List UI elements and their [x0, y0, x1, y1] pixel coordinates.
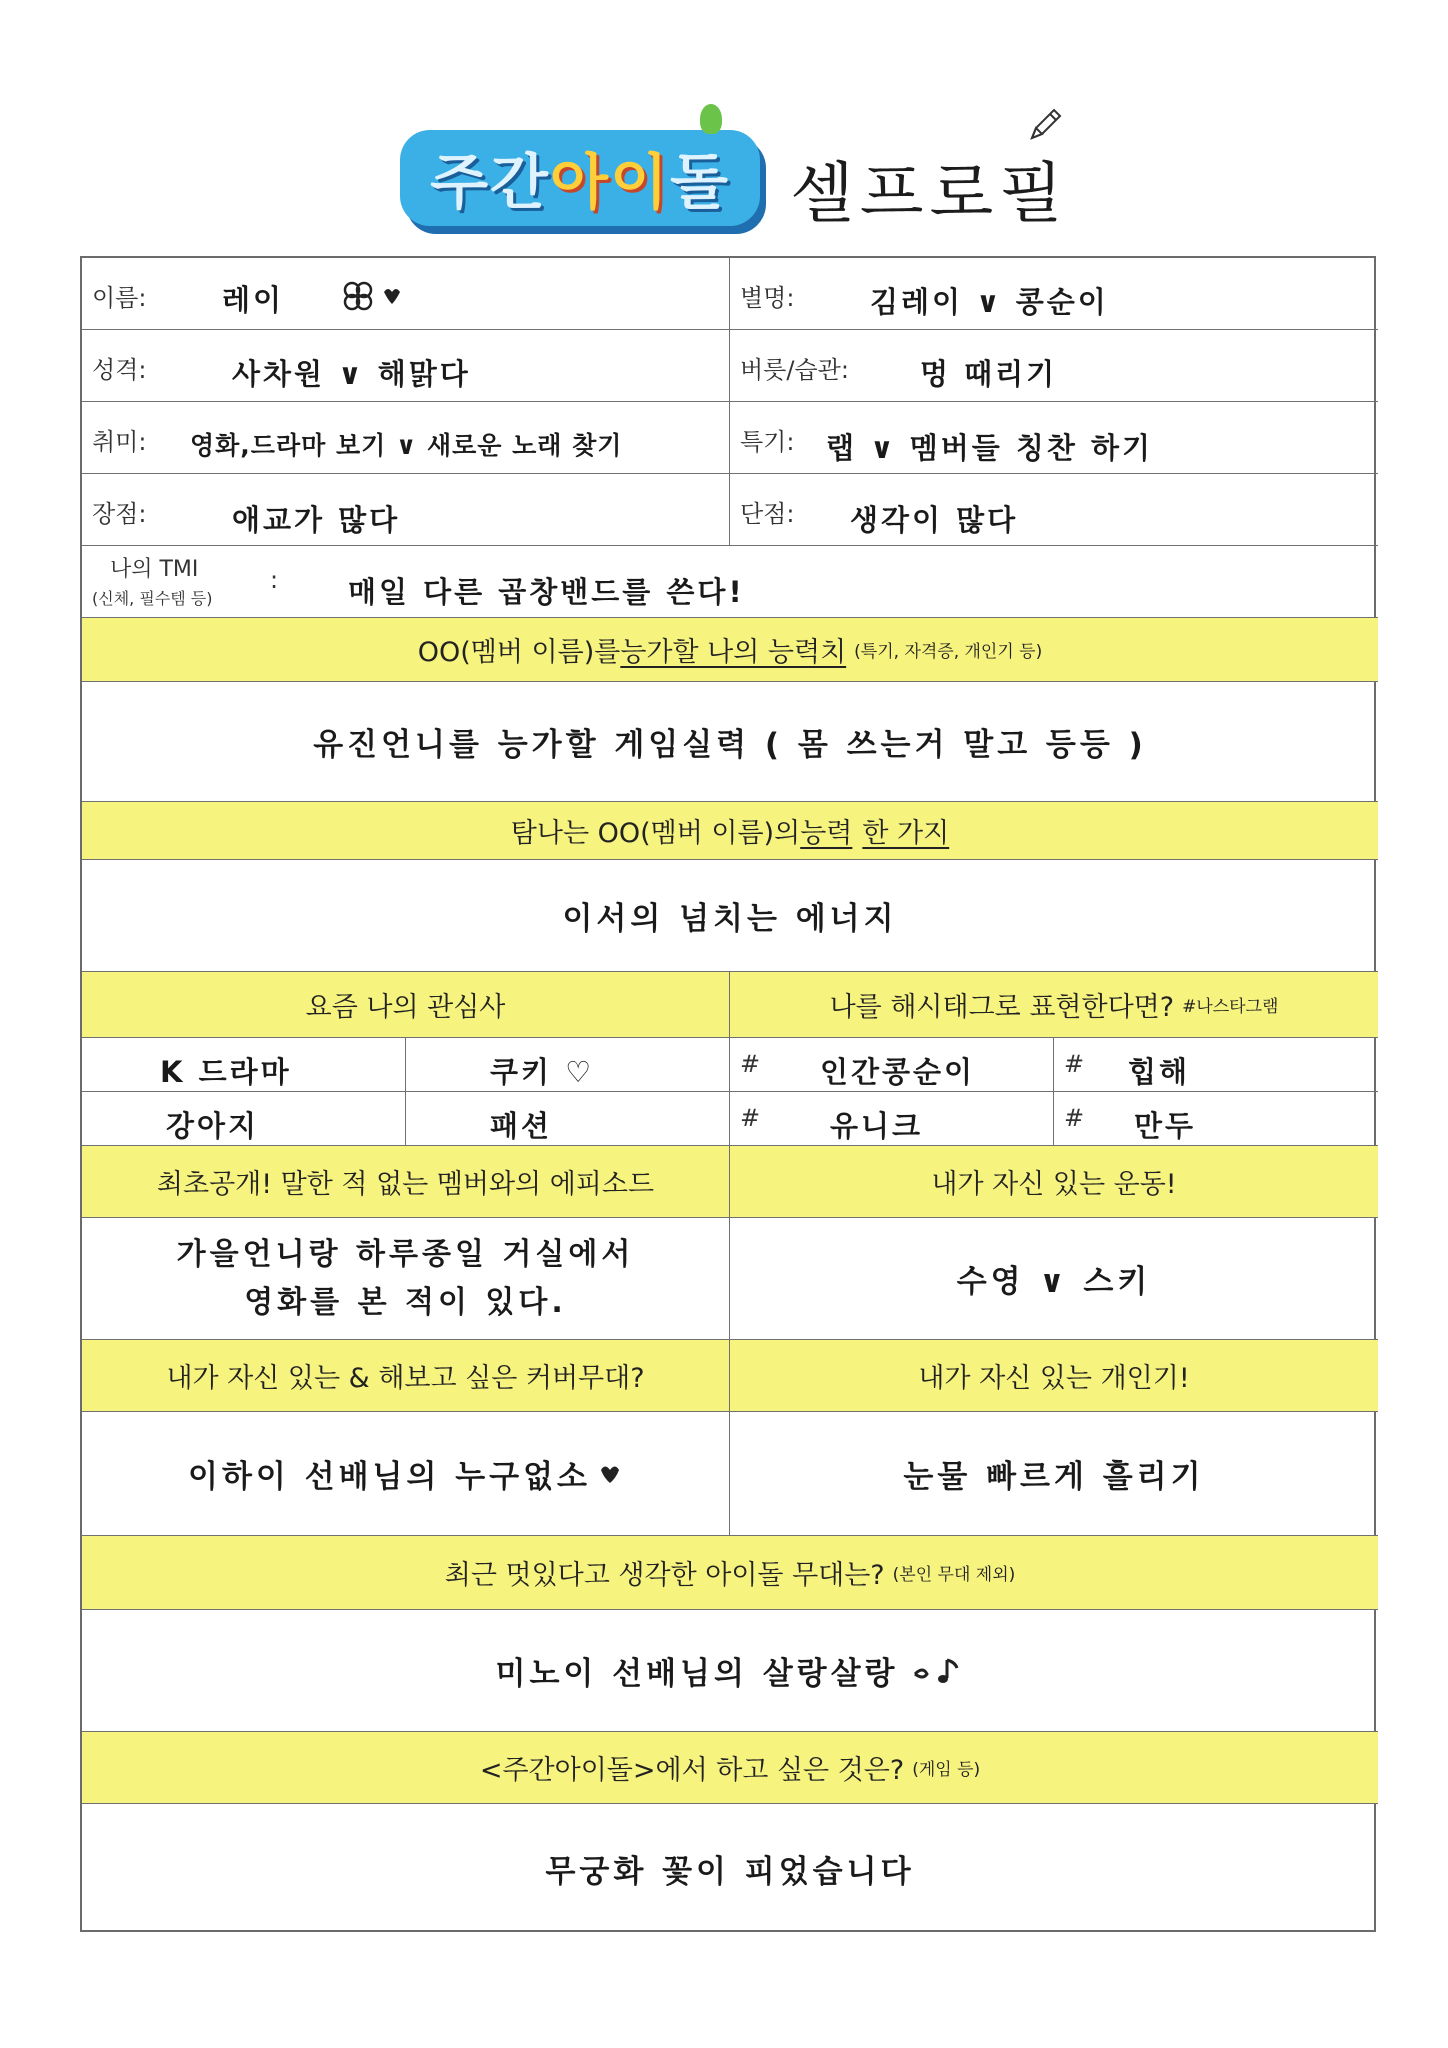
flower-heart-icon: [340, 280, 414, 312]
ability-question-underline: 능가할 나의 능력치: [620, 637, 847, 668]
stage-question-text: 최근 멋있다고 생각한 아이돌 무대는?: [444, 1560, 885, 1591]
cover-question: 내가 자신 있는 & 해보고 싶은 커버무대?: [166, 1363, 645, 1394]
cover-answer: [82, 1412, 729, 1535]
covet-question-bar: [82, 802, 1378, 860]
personality-value: 사차원 ∨ 해맑다: [232, 357, 471, 391]
interest-cell-2: [406, 1038, 730, 1092]
episode-answer-line1: 가을언니랑 하루종일 거실에서: [176, 1236, 635, 1272]
episode-question: 최초공개! 말한 적 없는 멤버와의 에피소드: [156, 1169, 655, 1200]
logo-part2: 아이: [550, 148, 670, 218]
interest-cell-4: [406, 1092, 730, 1146]
weakness-cell: [730, 474, 1378, 546]
want-question-bar: [82, 1732, 1378, 1804]
ability-question-prefix: OO(멤버 이름)를: [417, 637, 621, 668]
talent-value: 랩 ∨ 멤버들 칭찬 하기: [826, 431, 1154, 465]
interest-4: 패션: [490, 1109, 553, 1143]
episode-answer-line2: 영화를 본 적이 있다.: [244, 1284, 567, 1320]
strength-cell: [82, 474, 730, 546]
ability-answer: 유진언니를 능가할 게임실력 ( 몸 쓰는거 말고 등등 ): [313, 727, 1147, 763]
talent-label: 특기:: [740, 428, 795, 456]
trick-question-bar: [730, 1340, 1378, 1412]
habit-value: 멍 때리기: [920, 357, 1058, 391]
hashtag-question: [730, 972, 1378, 1037]
talent-cell: [730, 402, 1378, 474]
interest-2: 쿠키 ♡: [490, 1055, 595, 1089]
hashtag-question-note: #나스타그램: [1182, 997, 1279, 1017]
covet-answer-cell: [82, 860, 1378, 972]
hobby-cell: [82, 402, 730, 474]
habit-label: 버릇/습관:: [740, 356, 849, 384]
weakness-value: 생각이 많다: [850, 503, 1019, 537]
nickname-label: 별명:: [740, 284, 795, 312]
stage-answer: [82, 1610, 1378, 1731]
hashtag-cell-3: [730, 1092, 1054, 1146]
hashtag-question-text: 나를 해시태그로 표현한다면?: [829, 992, 1175, 1023]
hash-symbol: #: [740, 1050, 761, 1078]
trick-answer-cell: [730, 1412, 1378, 1536]
hashtag-3: 유니크: [830, 1109, 924, 1143]
cover-answer-text: 이하이 선배님의 누구없소: [188, 1459, 591, 1495]
ability-question: [82, 618, 1378, 681]
covet-question: [82, 802, 1378, 859]
hash-symbol: #: [1064, 1104, 1085, 1132]
pencil-icon: [1024, 106, 1064, 146]
want-answer: 무궁화 꽃이 피었습니다: [545, 1853, 915, 1890]
ability-answer-cell: [82, 682, 1378, 802]
stage-question-bar: [82, 1536, 1378, 1610]
cover-answer-cell: [82, 1412, 730, 1536]
heart-icon: [597, 1462, 623, 1486]
stage-answer-cell: [82, 1610, 1378, 1732]
interest-cell-3: [82, 1092, 406, 1146]
episode-answer-cell: [82, 1218, 730, 1340]
tmi-cell: [82, 546, 1378, 618]
tmi-colon: :: [270, 566, 279, 594]
sprout-icon: [700, 104, 722, 134]
strength-label: 장점:: [92, 500, 147, 528]
stage-question-note: (본인 무대 제외): [892, 1565, 1016, 1585]
cover-question-bar: [82, 1340, 730, 1412]
hash-symbol: #: [1064, 1050, 1085, 1078]
hash-symbol: #: [740, 1104, 761, 1132]
name-cell: [82, 258, 730, 330]
stage-question: [82, 1536, 1378, 1609]
sport-answer-cell: [730, 1218, 1378, 1340]
covet-question-prefix: 탐나는 OO(멤버 이름)의: [510, 818, 801, 849]
habit-cell: [730, 330, 1378, 402]
logo-part1: 주간: [430, 148, 551, 218]
logo-part3: 돌: [669, 148, 730, 218]
interest-question-bar: [82, 972, 730, 1038]
interest-3: 강아지: [166, 1109, 260, 1143]
tmi-value: 매일 다른 곱창밴드를 쓴다!: [348, 575, 745, 609]
profile-form: [80, 256, 1376, 1932]
hashtag-cell-4: [1054, 1092, 1378, 1146]
hashtag-cell-2: [1054, 1038, 1378, 1092]
sport-question-bar: [730, 1146, 1378, 1218]
strength-value: 애교가 많다: [232, 503, 401, 537]
nickname-cell: [730, 258, 1378, 330]
episode-answer: [82, 1218, 729, 1339]
covet-answer: 이서의 넘치는 에너지: [562, 901, 898, 937]
want-question: [82, 1732, 1378, 1803]
stage-answer-text: 미노이 선배님의 살랑살랑: [495, 1656, 899, 1692]
name-label: 이름:: [92, 284, 147, 312]
covet-question-underline1: 능력: [800, 818, 853, 849]
want-answer-cell: [82, 1804, 1378, 1932]
ability-question-bar: [82, 618, 1378, 682]
tmi-sublabel: (신체, 필수템 등): [92, 589, 213, 608]
page-header: [0, 100, 1448, 240]
weekly-idol-logo: [400, 130, 760, 226]
logo-text: [400, 130, 760, 226]
want-question-note: (게임 등): [912, 1760, 981, 1780]
episode-question-bar: [82, 1146, 730, 1218]
tmi-label: 나의 TMI: [110, 557, 199, 582]
hobby-value: 영화,드라마 보기 ∨ 새로운 노래 찾기: [190, 431, 623, 460]
ability-question-note: (특기, 자격증, 개인기 등): [854, 642, 1043, 662]
personality-label: 성격:: [92, 356, 147, 384]
want-question-text: <주간아이돌>에서 하고 싶은 것은?: [479, 1755, 905, 1786]
nickname-value: 김레이 ∨ 콩순이: [870, 285, 1109, 319]
music-note-icon: [909, 1654, 965, 1688]
trick-answer: 눈물 빠르게 흘리기: [903, 1459, 1205, 1495]
trick-question: 내가 자신 있는 개인기!: [918, 1363, 1190, 1394]
name-value: 레이: [222, 283, 285, 317]
personality-cell: [82, 330, 730, 402]
page-title: 셀프로필: [790, 155, 1070, 232]
hashtag-question-bar: [730, 972, 1378, 1038]
hashtag-1: 인간콩순이: [820, 1055, 976, 1089]
hobby-label: 취미:: [92, 428, 147, 456]
hashtag-2: 힙해: [1128, 1055, 1191, 1089]
hashtag-4: 만두: [1134, 1109, 1197, 1143]
interest-cell-1: [82, 1038, 406, 1092]
interest-1: K 드라마: [160, 1055, 292, 1089]
covet-question-underline2: 한 가지: [862, 818, 950, 849]
weakness-label: 단점:: [740, 500, 795, 528]
sport-answer: 수영 ∨ 스키: [956, 1264, 1152, 1300]
interest-question: 요즘 나의 관심사: [305, 992, 506, 1023]
sport-question: 내가 자신 있는 운동!: [931, 1169, 1177, 1200]
hashtag-cell-1: [730, 1038, 1054, 1092]
